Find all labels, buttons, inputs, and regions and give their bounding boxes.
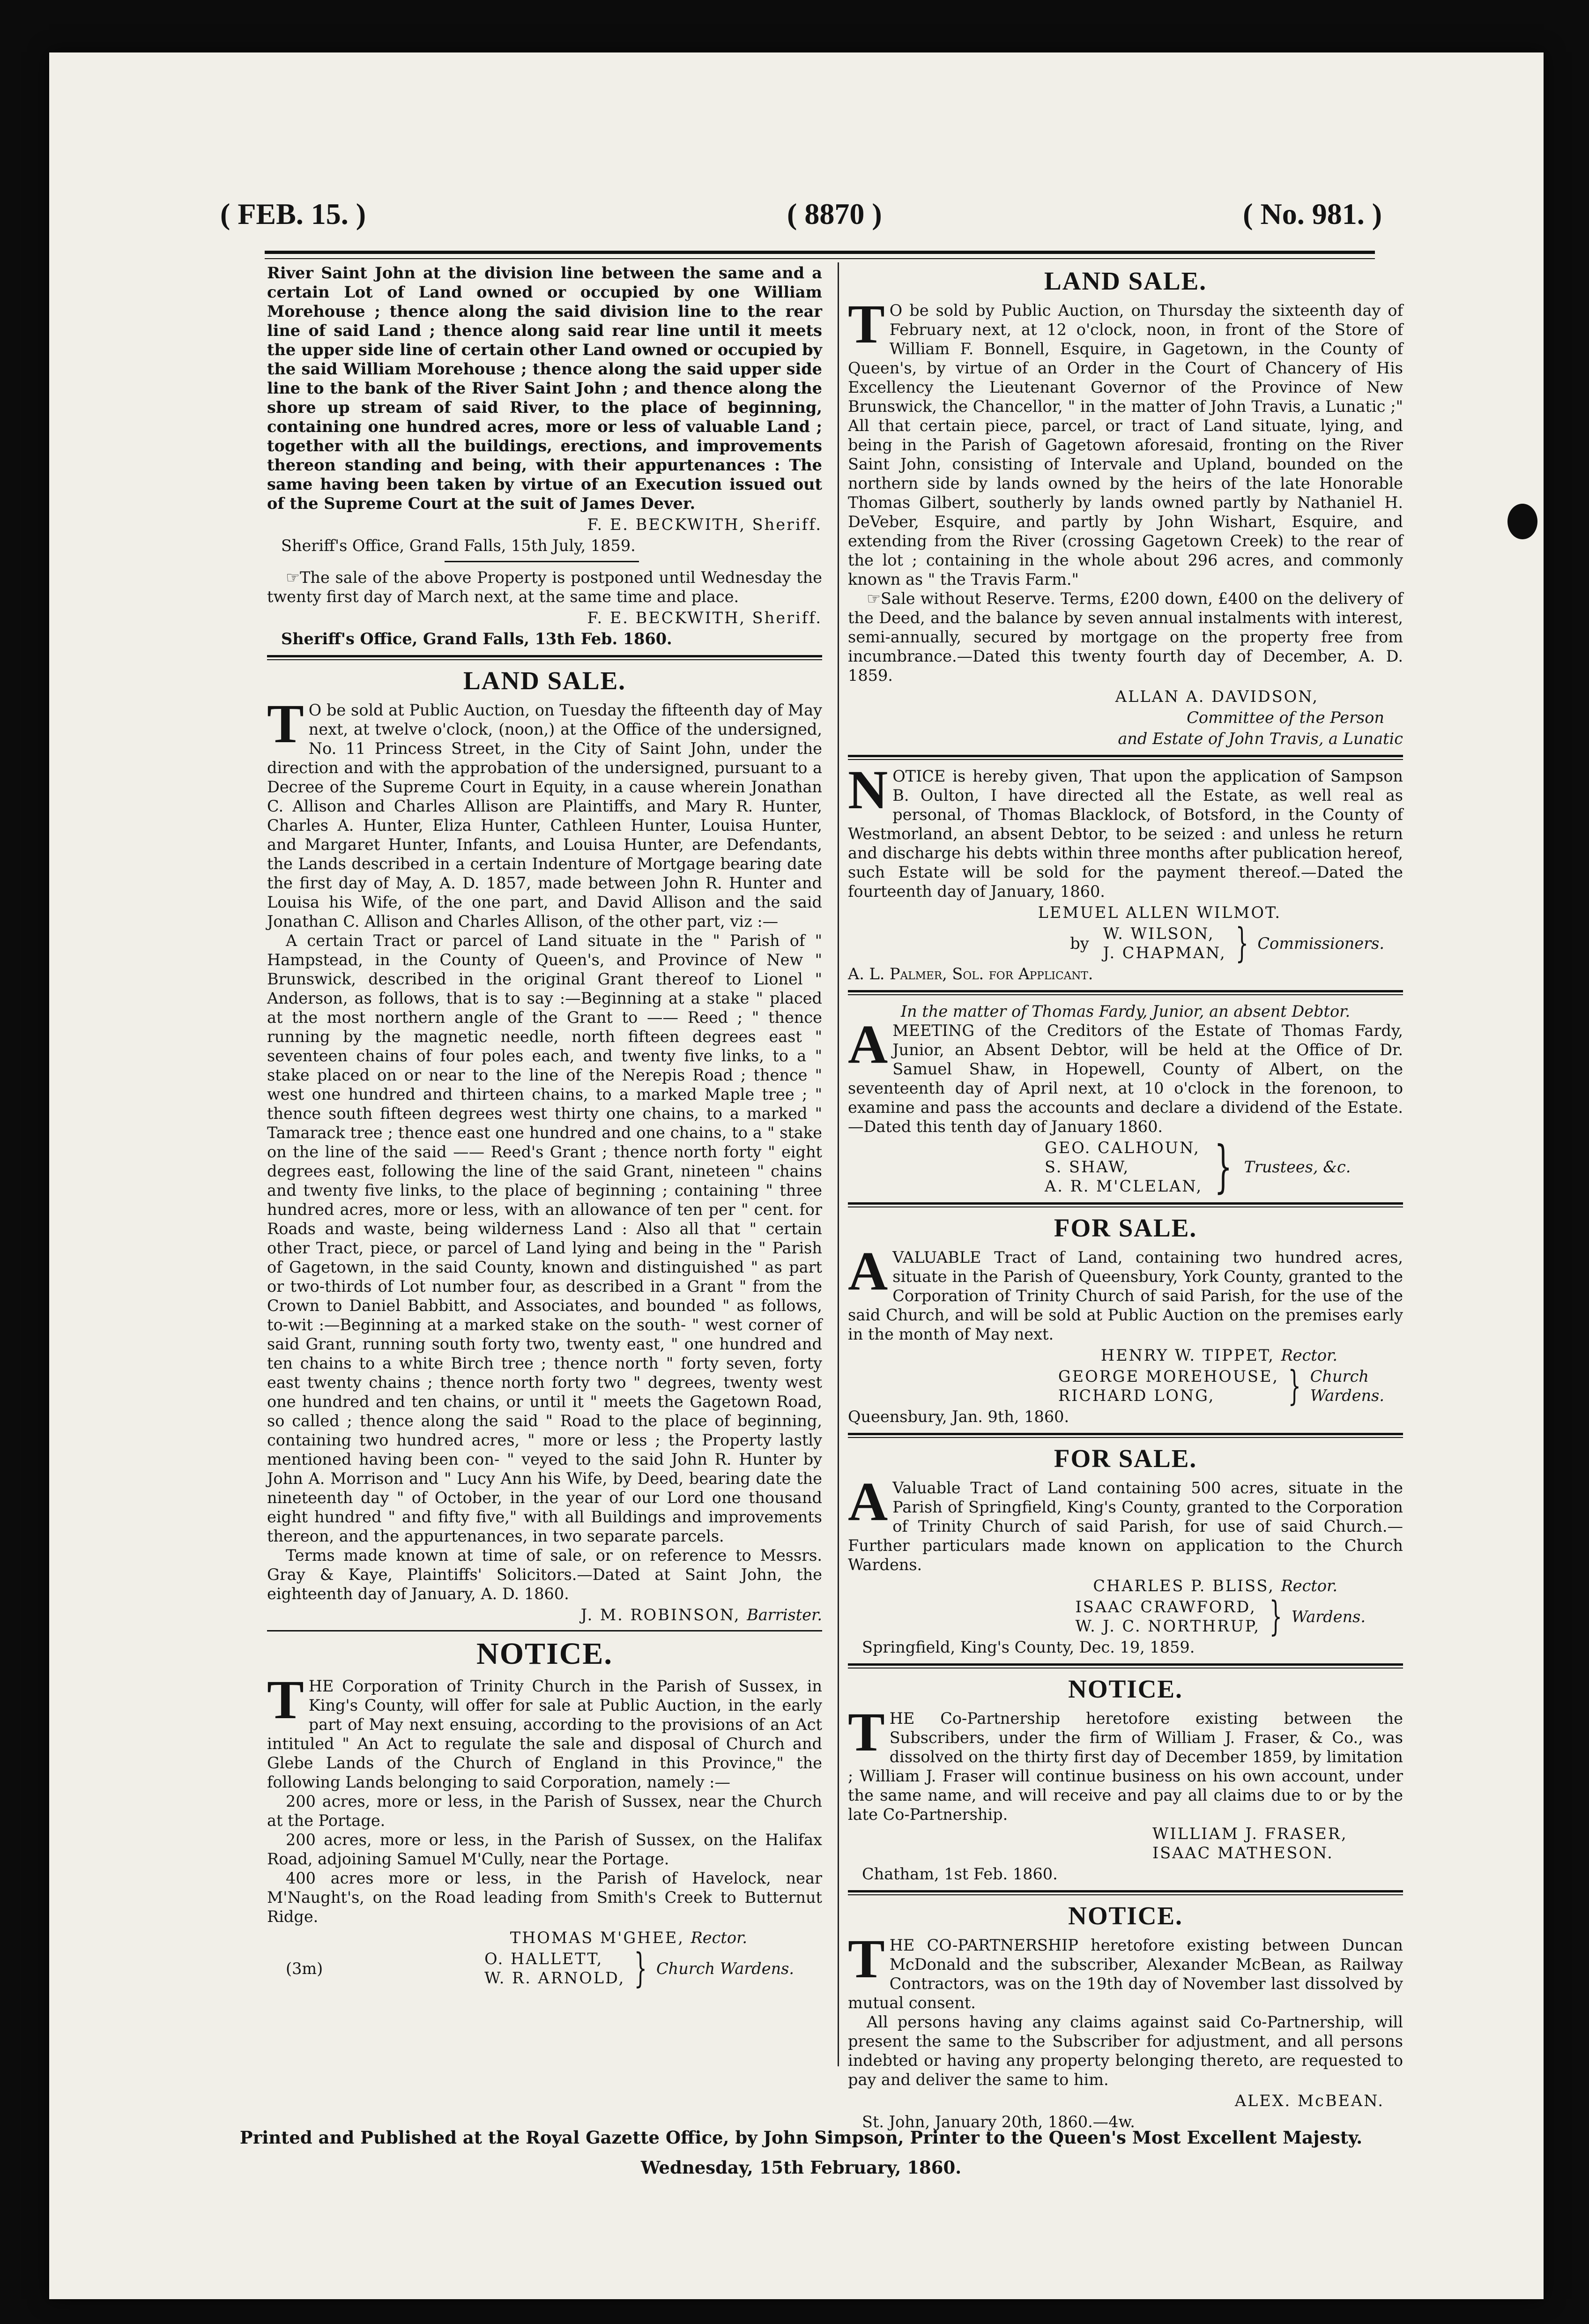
commissioner-name: J. CHAPMAN, [1103, 944, 1226, 962]
land-sale-heading: LAND SALE. [463, 666, 626, 695]
brace-icon: } [634, 1945, 647, 1992]
header-page-number: ( 8870 ) [787, 197, 882, 231]
divider [445, 561, 639, 562]
dissolution-signature: ALEX. McBEAN. [1234, 2092, 1384, 2110]
drop-cap: T [848, 293, 885, 355]
wardens-role-line: Church [1310, 1367, 1369, 1385]
rector-role: Rector. [1281, 1577, 1337, 1595]
commissioner-name: W. WILSON, [1103, 924, 1215, 943]
subscriber-name: ISAAC MATHESON. [1152, 1844, 1334, 1862]
divider [848, 1890, 1403, 1895]
commissioner-signature: LEMUEL ALLEN WILMOT. [1038, 903, 1281, 922]
drop-cap: T [267, 1669, 304, 1730]
notice-item: 200 acres, more or less, in the Parish of Sussex, near the Church at the Portage. [267, 1792, 822, 1830]
for-sale-date: Queensbury, Jan. 9th, 1860. [848, 1408, 1069, 1426]
brace-icon: } [1288, 1363, 1301, 1409]
commissioners-names [1103, 924, 1226, 962]
warden-name: W. J. C. NORTHRUP, [1075, 1617, 1261, 1635]
publication-date: Wednesday, 15th February, 1860. [640, 2157, 962, 2178]
wardens-names [1076, 1597, 1261, 1636]
drop-cap: A [848, 1240, 888, 1302]
warden-name: O. HALLETT, [484, 1950, 603, 1968]
signatory-role: Committee of the Person [1187, 708, 1384, 727]
land-sale-signature [267, 1605, 822, 1624]
commissioners-block [848, 920, 1384, 967]
rector-signature [848, 1576, 1337, 1595]
drop-cap: T [848, 1928, 885, 1989]
wardens-role-line: Wardens. [1310, 1386, 1384, 1405]
rector-role: Rector. [691, 1929, 747, 1947]
notice-heading: NOTICE. [476, 1637, 613, 1671]
commissioners-role: Commissioners. [1257, 934, 1384, 953]
divider [848, 1202, 1403, 1207]
continued-notice-text: River Saint John at the division line between the same and a certain Lot of Land owned or occupied by one William Morehouse ; thence along the said division line to the rear line of said Land ; thence along said rear line until it meets the upper side line of certain other Land owned or occupied by the said William Morehouse ; thence along the said upper side line to the bank of the River Saint John ; and thence along the shore up stream of said River, to the place of beginning, containing one hundred acres, more or less of valuable Land ; together with all the buildings, erections, and improvements thereon standing and being, with their appurtenances : The same having been taken by virtue of an Execution issued out of the Supreme Court at the suit of James Dever. [267, 264, 822, 513]
wardens-block [848, 1363, 1384, 1409]
warden-name: GEORGE MOREHOUSE, [1058, 1367, 1279, 1385]
drop-cap: T [267, 693, 304, 754]
drop-cap: A [848, 1013, 888, 1075]
subscribers-signature [1152, 1824, 1403, 1862]
page-header [220, 197, 1382, 239]
for-sale-heading: FOR SALE. [1054, 1444, 1197, 1473]
absent-debtor-text: OTICE is hereby given, That upon the application of Sampson B. Oulton, I have directed all the Estate, as well real as personal, of Thomas Blacklock, of Botsford, in the County of Westmorland, an absent Debtor, to be seized : and unless he return and discharge his debts within three months after publication hereof, such Estate will be sold for the payment thereof.—Dated the fourteenth day of January, 1860. [848, 767, 1403, 901]
notice-intro-text: HE Corporation of Trinity Church in the Parish of Sussex, in King's County, will offer for sale at Public Auction, in the early part of May next ensuing, according to the provisions of an Act intituled " An Act to regulate the sale and disposal of Church and Glebe Lands of the Church of England in this Province," the following Lands belonging to said Corporation, namely :— [267, 1677, 822, 1791]
wardens-role [1310, 1367, 1384, 1405]
absent-debtor-notice [848, 759, 1403, 901]
rector-signature [267, 1928, 747, 1947]
trustee-name: A. R. M'CLELAN, [1045, 1177, 1203, 1195]
land-sale-terms [848, 589, 1403, 685]
wardens-block [848, 1593, 1366, 1640]
land-sale-terms-text: Sale without Reserve. Terms, £200 down, £400 on the delivery of the Deed, and the balance by seven annual instalments with interest, semi-annually, secured by mortgage on the property free from incumbrance.—Dated this twenty fourth day of December, A. D. 1859. [848, 589, 1403, 685]
dissolution-text: HE CO-PARTNERSHIP heretofore existing between Duncan McDonald and the subscriber, Alexander McBean, as Railway Contractors, was on the 19th day of November last dissolved by mutual consent. [848, 1936, 1403, 2012]
wardens-signature [267, 1945, 822, 1992]
drop-cap: T [848, 1701, 885, 1763]
signatory-role: Barrister. [747, 1606, 822, 1624]
pointing-hand-icon: ☞ [867, 589, 881, 608]
left-column [267, 263, 822, 1992]
imprint [225, 2123, 1377, 2182]
for-sale-text [848, 1240, 1403, 1344]
drop-cap: N [848, 759, 888, 820]
for-sale-date: Springfield, King's County, Dec. 19, 1859. [862, 1638, 1195, 1656]
divider [848, 1663, 1403, 1669]
column-divider [838, 262, 839, 2066]
land-sale-terms: Terms made known at time of sale, or on reference to Messrs. Gray & Kaye, Plaintiffs' Solicitors.—Dated at Saint John, the eighteenth day of January, A. D. 1860. [267, 1546, 822, 1603]
rector-name: THOMAS M'GHEE, [510, 1929, 684, 1947]
right-column [848, 263, 1403, 2131]
brace-icon: } [1269, 1593, 1283, 1640]
dissolution-body: All persons having any claims against said Co-Partnership, will present the same to the Subscriber for adjustment, and all persons indebted or having any property belonging thereto, are requested to pay and deliver the same to him. [848, 2013, 1403, 2089]
rector-signature [848, 1346, 1337, 1365]
divider [267, 1630, 822, 1631]
land-sale-intro [848, 293, 1403, 589]
dissolution-notice [848, 1928, 1403, 2012]
divider [848, 1433, 1403, 1438]
trustee-name: S. SHAW, [1045, 1158, 1130, 1176]
trustees-role: Trustees, &c. [1244, 1158, 1351, 1176]
wardens-names [484, 1949, 625, 1988]
rector-name: CHARLES P. BLISS, [1093, 1577, 1275, 1595]
notice-heading: NOTICE. [1068, 1901, 1183, 1930]
rector-role: Rector. [1281, 1346, 1337, 1364]
trustee-name: GEO. CALHOUN, [1045, 1139, 1200, 1157]
postponement-signature: F. E. BECKWITH, Sheriff. [587, 609, 822, 627]
land-sale-intro-text: O be sold by Public Auction, on Thursday the sixteenth day of February next, at 12 o'clock, noon, in front of the Store of William F. Bonnell, Esquire, in Gagetown, in the County of Queen's, by virtue of an Order in the Court of Chancery of His Excellency the Lieutenant Governor of the Province of New Brunswick, the Chancellor, " in the matter of John Travis, a Lunatic ;" All that certain piece, parcel, or tract of Land situate, lying, and being in the Parish of Gagetown aforesaid, fronting on the River Saint John, consisting of Intervale and Upland, bounded on the northern side by lands owned by the heirs of the late Honorable Thomas Gilbert, southerly by lands owned partly by Nathaniel H. DeVeber, Esquire, and partly by John Wishart, Esquire, and extending from the River (crossing Gagetown Creek) to the rear of the lot ; containing in the whole about 296 acres, and commonly known as " the Travis Farm." [848, 301, 1403, 588]
header-issue-number: ( No. 981. ) [1243, 197, 1382, 231]
warden-name: RICHARD LONG, [1058, 1386, 1215, 1405]
wardens-role: Church Wardens. [656, 1959, 794, 1978]
creditors-meeting-text: MEETING of the Creditors of the Estate of Thomas Fardy, Junior, an Absent Debtor, will be held at the Office of Dr. Samuel Shaw, in Hopewell, County of Albert, on the seventeenth day of April next, at 10 o'clock in the forenoon, to examine and pass the accounts and declare a dividend of the Estate.—Dated this tenth day of January 1860. [848, 1021, 1403, 1136]
header-rule [265, 251, 1375, 259]
land-sale-intro-text: O be sold at Public Auction, on Tuesday the fifteenth day of May next, at twelve o'clock, (noon,) at the Office of the undersigned, No. 11 Princess Street, in the City of Saint John, under the direction and with the approbation of the undersigned, pursuant to a Decree of the Supreme Court in Equity, in a cause wherein Jonathan C. Allison and Charles Allison are Plaintiffs, and Mary R. Hunter, Charles A. Hunter, Eliza Hunter, Cathleen Hunter, Louisa Hunter, and Margaret Hunter, Infants, and Louisa Hunter, are Defendants, the Lands described in a certain Indenture of Mortgage bearing date the first day of May, A. D. 1857, made between John R. Hunter and Louisa his Wife, of the one part, and David Allison and the said Jonathan C. Allison and Charles Allison, of the other part, viz :— [267, 701, 822, 931]
header-date: ( FEB. 15. ) [220, 197, 366, 231]
brace-icon: } [1235, 920, 1248, 967]
imprint-line: Printed and Published at the Royal Gazette Office, by John Simpson, Printer to the Queen's Most Excellent Majesty. [239, 2127, 1363, 2148]
continued-notice-signature: F. E. BECKWITH, Sheriff. [587, 515, 822, 534]
pointing-hand-icon: ☞ [286, 568, 300, 587]
co-partnership-date: Chatham, 1st Feb. 1860. [862, 1865, 1058, 1883]
land-sale-body: A certain Tract or parcel of Land situate in the " Parish of " Hampstead, in the County of Queen's, and Province of New " Brunswick, described in the original Grant thereof to Lionel " Anderson, as follows, that is to say :—Beginning at a stake " placed at the most northern angle of the Grant to —— Reed ; " thence running by the magnetic needle, north fifteen degrees east " seventeen chains of four poles each, and twenty five links, to a " stake placed on or near to the line of the Nerepis Road ; thence " west one hundred and thirteen chains, to a marked Maple tree ; " thence south fifteen degrees west thirty one chains, to a marked " Tamarack tree ; thence east one hundred and one chains, to a " stake on the line of the said —— Reed's Grant ; thence north forty " eight degrees east, following the line of the said Grant, nineteen " chains and twenty five links, to the place of beginning ; containing " three hundred acres, more or less, with an allowance of ten per " cent. for Roads and waste, being wilderness Land : Also all that " certain other Tract, piece, or parcel of Land lying and being in the " Parish of Gagetown, in the said County, known and distinguished " as part or two-thirds of Lot number four, as described in a Grant " from the Crown to Daniel Babbitt, and Associates, and bounded " as follows, to-wit :—Beginning at a marked stake on the south- " west corner of said Grant, running south forty two, twenty east, " one hundred and ten chains to a white Birch tree ; thence north " forty seven, forty east twenty chains ; thence north forty two " degrees, twenty west one hundred and ten chains, or until it " meets the Gagetown Road, so called ; thence along the said " Road to the place of beginning, containing two hundred acres, " more or less ; the Property lastly mentioned having been con- " veyed to the said John R. Hunter by John A. Morrison and " Lucy Ann his Wife, by Deed, bearing date the nineteenth day " of October, in the year of our Lord one thousand eight hundred " and fifty five," with all Buildings and improvements thereon, and the appurtenances, in two separate parcels. [267, 931, 822, 1545]
signatory-role: and Estate of John Travis, a Lunatic [1118, 730, 1403, 748]
divider [848, 990, 1403, 995]
wardens-names [1058, 1367, 1279, 1405]
co-partnership-text: HE Co-Partnership heretofore existing between the Subscribers, under the firm of William J. Fraser, & Co., was dissolved on the thirty first day of December 1859, by limitation ; William J. Fraser will continue business on his own account, under the same name, and will receive and pay all claims due to or by the late Co-Partnership. [848, 1709, 1403, 1824]
drop-cap: A [848, 1471, 888, 1532]
by-label: by [1070, 934, 1089, 953]
continued-notice-date: Sheriff's Office, Grand Falls, 15th July, 1859. [281, 536, 636, 555]
insertion-code: (3m) [286, 1959, 323, 1978]
warden-name: W. R. ARNOLD, [484, 1969, 625, 1987]
postponement-date: Sheriff's Office, Grand Falls, 13th Feb. 1860. [281, 630, 672, 648]
divider [267, 655, 822, 660]
notice-item: 200 acres, more or less, in the Parish of Sussex, on the Halifax Road, adjoining Samuel M'Cully, near the Portage. [267, 1831, 822, 1868]
for-sale-heading: FOR SALE. [1054, 1214, 1197, 1242]
land-sale-heading: LAND SALE. [1044, 267, 1207, 295]
solicitor-line: A. L. Palmer, Sol. for Applicant. [848, 965, 1093, 983]
notice-item: 400 acres more or less, in the Parish of Havelock, near M'Naught's, on the Road leading from Smith's Creek to Butternut Ridge. [267, 1869, 822, 1926]
trustees-block [1045, 1134, 1403, 1199]
wardens-role: Wardens. [1291, 1607, 1366, 1626]
postponement-body: The sale of the above Property is postponed until Wednesday the twenty first day of March next, at the same time and place. [267, 568, 822, 606]
for-sale-intro: VALUABLE Tract of Land, containing two hundred acres, situate in the Parish of Queensbury, York County, granted to the Corporation of Trinity Church of said Parish, for the use of the said Church, and will be sold at Public Auction on the premises early in the month of May next. [848, 1248, 1403, 1343]
for-sale-text [848, 1471, 1403, 1574]
land-sale-intro [267, 693, 822, 931]
co-partnership-notice [848, 1701, 1403, 1824]
brace-icon: } [1214, 1134, 1233, 1199]
postponement-text [267, 568, 822, 606]
signatory-name: J. M. ROBINSON, [580, 1606, 741, 1624]
rector-name: HENRY W. TIPPET, [1100, 1346, 1275, 1364]
warden-name: ISAAC CRAWFORD, [1075, 1598, 1256, 1616]
trustees-names [1045, 1138, 1203, 1196]
divider [848, 755, 1403, 760]
subscriber-name: WILLIAM J. FRASER, [1152, 1825, 1348, 1843]
matter-line: In the matter of Thomas Fardy, Junior, an absent Debtor. [900, 1002, 1351, 1020]
dissolution-date: St. John, January 20th, 1860.—4w. [862, 2113, 1135, 2131]
notice-intro [267, 1669, 822, 1792]
for-sale-intro: Valuable Tract of Land containing 500 acres, situate in the Parish of Springfield, King's County, granted to the Corporation of Trinity Church of said Parish, for use of said Church.—Further particulars made known on application to the Church Wardens. [848, 1479, 1403, 1574]
notice-heading: NOTICE. [1068, 1675, 1183, 1703]
punch-hole [1507, 504, 1537, 539]
land-sale-signature: ALLAN A. DAVIDSON, [1115, 687, 1319, 706]
creditors-meeting-notice [848, 1013, 1403, 1136]
